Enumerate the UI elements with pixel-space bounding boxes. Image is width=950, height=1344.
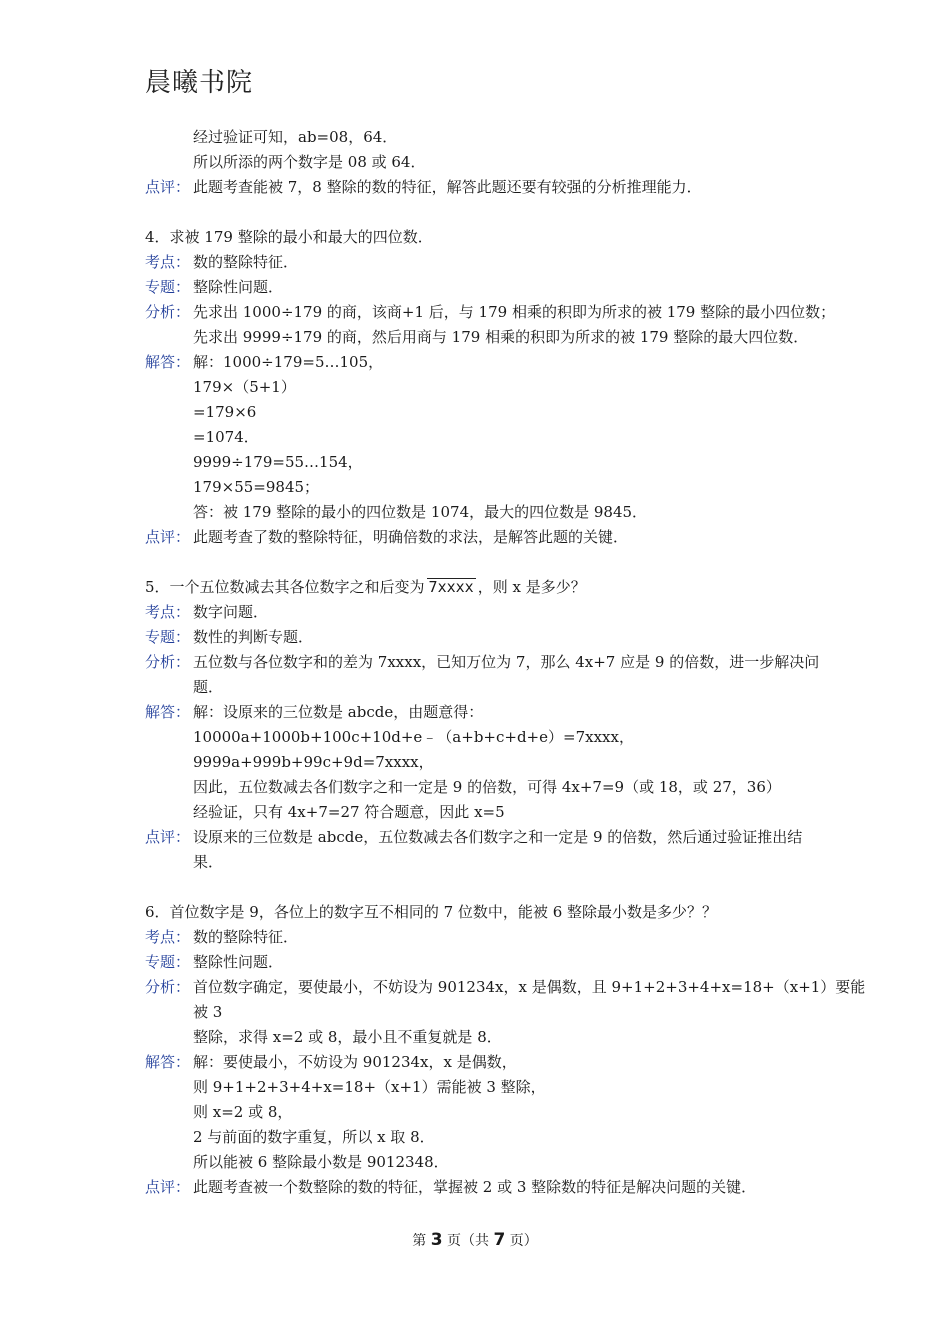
jieda-line: 179×（5+1） [193, 378, 296, 396]
fenxi-line: 整除，求得 x=2 或 8，最小且不重复就是 8． [193, 1028, 502, 1046]
prev-line: 经过验证可知，ab=08，64． [193, 128, 398, 146]
zhuanti-text: 整除性问题． [193, 953, 284, 971]
q4-jieda [145, 350, 875, 525]
fenxi-line: 先求出 9999÷179 的商，然后用商与 179 相乘的积即为所求的被 179 整除的最大四位数． [193, 328, 809, 346]
q5-jieda [145, 700, 875, 825]
zhuanti-label: 专题： [145, 278, 191, 296]
footer-post: 页） [509, 1233, 538, 1249]
jieda-line: =179×6 [193, 403, 257, 421]
dianping-line: 果． [193, 853, 224, 871]
q5-fenxi [145, 650, 875, 700]
jieda-line: 2 与前面的数字重复，所以 x 取 8． [193, 1128, 435, 1146]
zhuanti-label: 专题： [145, 953, 191, 971]
q5-zhuanti [145, 625, 875, 650]
question-6-title: 6．首位数字是 9，各位上的数字互不相同的 7 位数中，能被 6 整除最小数是多少？？ [145, 903, 718, 921]
jieda-line: 解：设原来的三位数是 abcde，由题意得： [193, 703, 484, 721]
dianping-line: 设原来的三位数是 abcde，五位数减去各们数字之和一定是 9 的倍数，然后通过验证推出结 [193, 828, 803, 846]
jieda-line: 则 x=2 或 8， [193, 1103, 293, 1121]
kaodian-text: 数的整除特征． [193, 928, 299, 946]
zhuanti-text: 整除性问题． [193, 278, 284, 296]
kaodian-label: 考点： [145, 253, 191, 271]
zhuanti-label: 专题： [145, 628, 191, 646]
jieda-line: 解：1000÷179=5…105， [193, 353, 384, 371]
jieda-line: 则 9+1+2+3+4+x=18+（x+1）需能被 3 整除， [193, 1078, 546, 1096]
jieda-line: 179×55=9845； [193, 478, 320, 496]
dianping-text: 此题考查了数的整除特征，明确倍数的求法，是解答此题的关键． [193, 528, 629, 546]
footer-page-number: 3 [430, 1230, 443, 1250]
jieda-line: 9999÷179=55…154， [193, 453, 363, 471]
fenxi-label: 分析： [145, 303, 191, 321]
footer-mid: 页（共 [447, 1233, 489, 1249]
dianping-text: 此题考查被一个数整除的数的特征，掌握被 2 或 3 整除数的特征是解决问题的关键． [193, 1178, 757, 1196]
q4-kaodian [145, 250, 875, 275]
fenxi-line: 首位数字确定，要使最小，不妨设为 901234x，x 是偶数，且 9+1+2+3+4+x=18+（x+1）要能被 3 [193, 978, 866, 1021]
jieda-line: =1074． [193, 428, 259, 446]
q6-fenxi [145, 975, 875, 1050]
page-content [145, 125, 875, 1200]
jieda-line: 9999a+999b+99c+9d=7xxxx， [193, 753, 434, 771]
zhuanti-text: 数性的判断专题． [193, 628, 314, 646]
page-header-title: 晨曦书院 [145, 68, 254, 98]
dianping-label: 点评： [145, 1178, 191, 1196]
q4-zhuanti [145, 275, 875, 300]
q6-jieda [145, 1050, 875, 1175]
jieda-label: 解答： [145, 703, 191, 721]
q4-fenxi [145, 300, 875, 350]
q5-title-pre: 5．一个五位数减去其各位数字之和后变为 [145, 578, 425, 596]
fenxi-label: 分析： [145, 653, 191, 671]
q5-title-post: ，则 x 是多少？ [477, 578, 586, 596]
jieda-line: 答：被 179 整除的最小的四位数是 1074，最大的四位数是 9845． [193, 503, 648, 521]
q5-dianping [145, 825, 875, 875]
dianping-label: 点评： [145, 528, 191, 546]
q6-kaodian [145, 925, 875, 950]
dianping-label: 点评： [145, 828, 191, 846]
question-5-title [145, 575, 875, 600]
comment-label: 点评： [145, 178, 191, 196]
prev-line: 所以所添的两个数字是 08 或 64． [193, 153, 426, 171]
jieda-line: 所以能被 6 整除最小数是 9012348． [193, 1153, 449, 1171]
comment-text: 此题考查能被 7，8 整除的数的特征，解答此题还要有较强的分析推理能力． [193, 178, 702, 196]
kaodian-label: 考点： [145, 928, 191, 946]
q6-dianping [145, 1175, 875, 1200]
footer-total-pages: 7 [493, 1230, 506, 1250]
jieda-line: 经验证，只有 4x+7=27 符合题意，因此 x=5 [193, 803, 505, 821]
fenxi-line: 题． [193, 678, 224, 696]
fenxi-label: 分析： [145, 978, 191, 996]
footer-pre: 第 [412, 1233, 427, 1249]
jieda-label: 解答： [145, 353, 191, 371]
jieda-line: 解：要使最小，不妨设为 901234x，x 是偶数， [193, 1053, 517, 1071]
kaodian-label: 考点： [145, 603, 191, 621]
q6-zhuanti [145, 950, 875, 975]
kaodian-text: 数字问题． [193, 603, 269, 621]
jieda-line: 因此，五位数减去各们数字之和一定是 9 的倍数，可得 4x+7=9（或 18，或 27，36） [193, 778, 781, 796]
jieda-line: 10000a+1000b+100c+10d+e﹣（a+b+c+d+e）=7xxxx， [193, 728, 634, 746]
q5-overline-number: 7xxxx [428, 578, 474, 596]
q4-dianping [145, 525, 875, 550]
fenxi-line: 五位数与各位数字和的差为 7xxxx，已知万位为 7，那么 4x+7 应是 9 的倍数，进一步解决问 [193, 653, 820, 671]
q5-kaodian [145, 600, 875, 625]
question-4-title: 4．求被 179 整除的最小和最大的四位数． [145, 228, 433, 246]
kaodian-text: 数的整除特征． [193, 253, 299, 271]
page-footer [0, 1230, 950, 1250]
prev-comment [145, 175, 875, 200]
fenxi-line: 先求出 1000÷179 的商，该商+1 后，与 179 相乘的积即为所求的被 179 整除的最小四位数； [193, 303, 836, 321]
jieda-label: 解答： [145, 1053, 191, 1071]
